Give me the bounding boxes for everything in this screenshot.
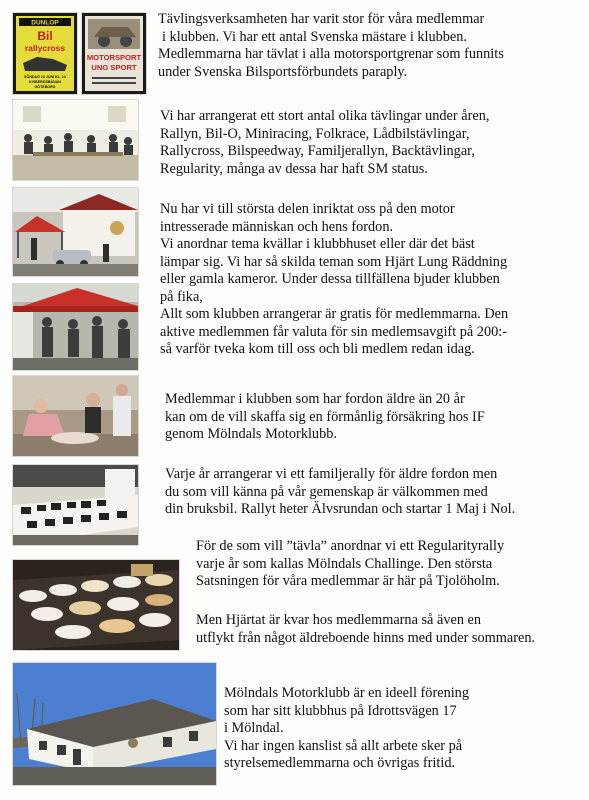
poster-title-1: Bil bbox=[37, 29, 53, 43]
text-line: som har sitt klubbhus på Idrottsvägen 17 bbox=[224, 702, 457, 719]
poster2-title-1: MOTORSPORT bbox=[86, 53, 142, 62]
text-line: Regularity, många av dessa har haft SM status. bbox=[160, 160, 428, 177]
text-line: Rallycross, Bilspeedway, Familjerallyn, Backtävlingar, bbox=[160, 143, 475, 159]
paragraph-competitions bbox=[158, 11, 504, 81]
poster-title-2: rallycross bbox=[24, 43, 66, 53]
paragraph-insurance bbox=[165, 391, 485, 444]
text-line: din bruksbil. Rallyt heter Älvsrundan och startar 1 Maj i Nol. bbox=[165, 501, 516, 517]
tent-gathering-photo bbox=[13, 284, 138, 370]
clubhouse-tent-photo bbox=[13, 188, 138, 276]
text-line: Allt som klubben arrangerar är gratis för medlemmarna. Den bbox=[160, 306, 509, 322]
text-line: i Mölndal. bbox=[224, 720, 284, 736]
text-line: aktive medlemmen får valuta för sin medlemsavgift på 200:- bbox=[160, 323, 507, 340]
text-line: Rallyn, Bil-O, Miniracing, Folkrace, Lådbilstävlingar, bbox=[160, 125, 470, 142]
camera-exhibition-photo bbox=[13, 465, 138, 545]
poster2-title-2: UNG SPORT bbox=[91, 63, 137, 72]
text-line: Vi har arrangerat ett stort antal olika tävlingar under åren, bbox=[160, 108, 490, 124]
text-line: utflykt från något äldreboende hinns med under sommaren. bbox=[196, 629, 536, 646]
text-line: Mölndals Motorklubb är en ideell förening bbox=[224, 685, 469, 701]
text-line: Nu har vi till största delen inriktat oss på den motor bbox=[160, 201, 455, 217]
poster-venue-2: GÖTEBORG bbox=[34, 85, 56, 89]
fika-table-photo bbox=[13, 560, 179, 650]
poster-venue-1: KVIBERGSBANAN bbox=[29, 80, 61, 84]
text-line: kan om de vill skaffa sig en förmånlig försäkring hos IF bbox=[165, 408, 485, 425]
text-line: lämpar sig. Vi har så skilda teman som Hjärt Lung Räddning bbox=[160, 253, 508, 270]
text-line: eller gamla kameror. Under dessa tillfällena bjuder klubben bbox=[160, 271, 500, 287]
poster-brand: DUNLOP bbox=[31, 19, 59, 27]
text-line: genom Mölndals Motorklubb. bbox=[165, 426, 337, 442]
text-line: Medlemmar i klubben som har fordon äldre än 20 år bbox=[165, 391, 465, 407]
paragraph-association bbox=[224, 685, 469, 773]
text-line: Tävlingsverksamheten har varit stor för våra medlemmar bbox=[158, 11, 485, 27]
text-line: på fika, bbox=[160, 288, 203, 305]
text-line: du som vill känna på vår gemenskap är välkommen med bbox=[165, 483, 488, 500]
paragraph-theme-evenings bbox=[160, 201, 508, 359]
poster-date: SÖNDAG 16 JUNI KL. 13 bbox=[24, 75, 66, 79]
text-line: styrelsemedlemmarna och övrigas fritid. bbox=[224, 755, 456, 771]
clubhouse-building-photo bbox=[13, 663, 216, 785]
text-line: Varje år arrangerar vi ett familjerally för äldre fordon men bbox=[165, 466, 498, 482]
paragraph-events bbox=[160, 108, 489, 178]
text-line: Medlemmarna har tävlat i alla motorsportgrenar som funnits bbox=[158, 46, 504, 62]
text-line: Vi anordnar tema kvällar i klubbhuset eller där det bäst bbox=[160, 236, 475, 252]
paragraph-regularity bbox=[196, 538, 504, 591]
paragraph-family-rally bbox=[165, 466, 515, 519]
text-line: i klubben. Vi har ett antal Svenska mästare i klubben. bbox=[162, 28, 467, 45]
cpr-training-photo bbox=[13, 376, 138, 456]
text-line: Men Hjärtat är kvar hos medlemmarna så även en bbox=[196, 612, 482, 628]
text-line: varje år som kallas Mölndals Challinge. Den största bbox=[196, 555, 493, 572]
text-line: Vi har ingen kanslist så allt arbete sker på bbox=[224, 737, 463, 754]
rallycross-poster-image bbox=[13, 13, 77, 94]
motorsport-poster-image bbox=[82, 13, 146, 94]
text-line: under Svenska Bilsportsförbundets paraply. bbox=[158, 63, 408, 80]
text-line: Satsningen för våra medlemmar är här på Tjolöholm. bbox=[196, 573, 500, 589]
text-line: För de som vill ”tävla” anordnar vi ett Regularityrally bbox=[196, 538, 505, 554]
meeting-room-photo bbox=[13, 100, 138, 180]
text-line: intresserade människan och hens fordon. bbox=[160, 218, 394, 235]
text-line: så varför tveka kom till oss och bli medlem redan idag. bbox=[160, 341, 475, 357]
paragraph-heart bbox=[196, 612, 535, 647]
